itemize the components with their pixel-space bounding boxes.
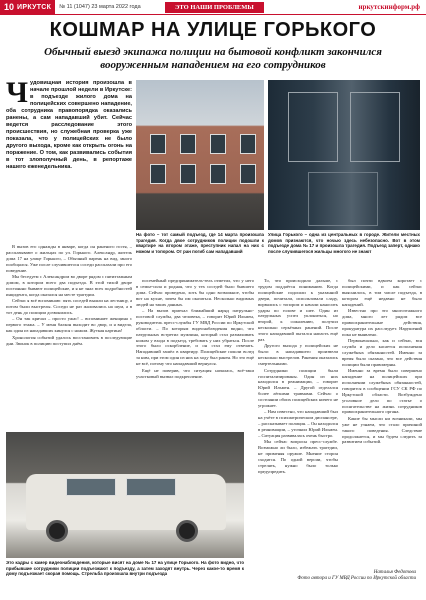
section-rubric: ЭТО НАШИ ПРОБЛЕМЫ [165,2,264,13]
article-column-3: То, что происходило дальше, с трудом поддаётся пониманию. Когда полицейские подошли к указанной двери, почитали, использовали сладу, ворвались с топором и начали наносить удары по голове и шее. Один из патрульных успел уклониться, но второй, к сожалению, получил несколько серьёзных ранений. После этого нападавший пытался напасть ещё раз. Другого выхода у полицейских не было: в нападавшего произвели несколько выстрелов. Ранения оказались смертельными. Сотрудники полиции были госпитализированы. Один из них находился в реанимации, – говорит Юрий Ильмен. – Другой отделался более лёгкими травмами. Сейчас о состоянии обоих полицейских ничего не угрожает. – Нам известно, что нападавший был на учёте в психиатрическом диспансере, – рассказывает полиция. – Он находился в реанимации, – уточнил Юрий Ильмен. – Ситуация развивалась очень быстро. Мы сейчас вопросы пресс-службе. Возможно ли было, избежать трагедии, не применяя оружие. Мнение сторон сходятся. По одной версии, чтобы стрелять, нужно было только предупредить. [258,278,338,474]
cctv-police-car-photo [6,432,244,558]
header-divider [0,14,426,15]
masthead [0,0,55,14]
article-column-2: посемейный предприниматель-тель отметил, что у него в семье-сила и родная, что у тех соседей было бывшего дома. Сейчас проведено, хоть бы одно возможное, чтобы вот на кухне, зачем бы им оказаться. Несколько видимых людей на таких данных. – На вызов приехал ближайший наряд патрульно-постовой службы, два человека, – говорит Юрий Ильмен, руководитель пресс-службы ГУ МВД России по Иркутской области. – По которым видеонаблюдения видно, что патрульных встретил мужчина, который стал размахивать ножом у входа в подъезд, требовать у них убраться. После этого было оскорбление, и он стал ему отвечать. Нападавший зашёл в квартиру. Полицейские пошли вслед за ним, при этом один из них на ходу был ранен. Но это ещё не всё, потому что нападавший вернулся. Ещё не поверив, что ситуация началась, всё-таки участковый вызвал подкрепление. [136,278,254,379]
article-column-4: был почти вдвоем коротает с полицейскими, и как сейчас выяснилось, в том числе подъезда, в котором ещё недавно не было нападений. Известно про это многоэтажного дома, много лет рядом все правоохранительные действия, прокуратура их расследует. Нарушений пока не выявлено. Первоначально, как и сейчас, вся служба и дело касается исполнения служебных обязанностей. Именно за время было сказано, что все действия полиции были правомерны. Именно за время было совершено нападение на полицейских при исполнении служебных обязанностей, говорится в сообщении ГСУ СК РФ по Иркутской области. Возбуждено уголовное дело по статье о посягательстве на жизнь сотрудников правоохранительного органа. Какие бы мысли ни возникали, мы уже не узнаем, что стало причиной такого поведения. Следствие продолжается, и мы будем следить за развитием событий. [342,278,422,445]
car-photo-caption: Это кадры с камер видеонаблюдения, которые висят на доме № 17 на улице Горького. На фото видно, что прибывшие сотрудники полиции подъезжают к подъезду, а затем заходят внутрь. Через какое-то время к дому подъезжает скорая помощь. Стрельба произошла внутри подъезда [6,560,244,577]
door-photo-caption: Улица Горького – одна из центральных в городе. Жители местных домов признаются, что ночью здесь небезопасно. Вот в этом подъезде дома № 17 и произошла трагедия. Подъезд заперт, однако после случившегося жильцы многого не знают [268,232,420,254]
article-subhead: Обычный выезд экипажа полиции на бытовой конфликт закончился вооруженным нападением на его сотрудников [44,46,382,71]
lead-text: удовищная история произошла в начале прошлой недели в Иркутске: в подъезде жилого дома на полицейских совершено нападение, оба сотрудника правопорядка оказались ранены, а сам нападавший убит. Сейчас ведется расследование этого происшествия, но служебная проверка уже показала, что у полицейских не было другого выхода, кроме как открыть огонь на поражение. О том, как развивались события в тот злополучный день, в репортаже нашего еженедельника. [6,80,132,170]
author-name: Наталья Федотова [373,570,416,575]
newspaper-logo[interactable]: ИРКУТСК [17,3,52,11]
article-lead [6,80,132,240]
article-byline [297,570,416,583]
issue-info: № 11 (1047) 23 марта 2022 года [59,4,141,10]
drop-cap: Ч [6,80,29,109]
building-photo-caption: На фото – тот самый подъезд, где 14 марта произошла трагедия. Когда двое сотрудников полиции подошли к квартире на втором этаже, преступник напал на них с ножом и топором. От ран погиб сам нападавший [136,232,264,254]
article-headline: КОШМАР НА УЛИЦЕ ГОРЬКОГО [49,19,377,41]
entrance-door-photo [268,80,420,230]
building-photo [136,80,264,230]
site-link[interactable]: иркутскинформ.рф [358,3,420,11]
article-column-1: В вызов его однажды в январе, когда он раненого гостя, – рассказывают о жильцах по ул. Горького. Александр, житель дома 17 на улице Горького, – Обычный парень на вид, много пообщался. Уже после случившегося соседи рассказали про его поведение. Мы беседуем с Александром во дворе рядом с пятиэтажным домом, в котором всего два подъезда. В этой тихой дворе постоянно бывают полицейские, и я не знал всех подробностей инцидента, когда оказался на месте трагедии. Сейчас я всё вспоминаю: пять соседей вышли на лестницу, а потом были выстрелы. Соседи не раз жаловались на шум, а в тот день до полиции дозвонились. – Он так кричал – просто ужас! – вспоминает женщина с первого этажа. – У меня балкон выходит во двор, и я видела, как один из нападавших кинулся с ножом. Жуткая картина! Хронология событий удалось восстановить в последующие дни. Звонок в полицию поступил днём. [6,244,132,346]
page-number: 10 [4,2,15,12]
photo-credit: Фото автора и ГУ МВД России по Иркутской области [297,576,416,582]
